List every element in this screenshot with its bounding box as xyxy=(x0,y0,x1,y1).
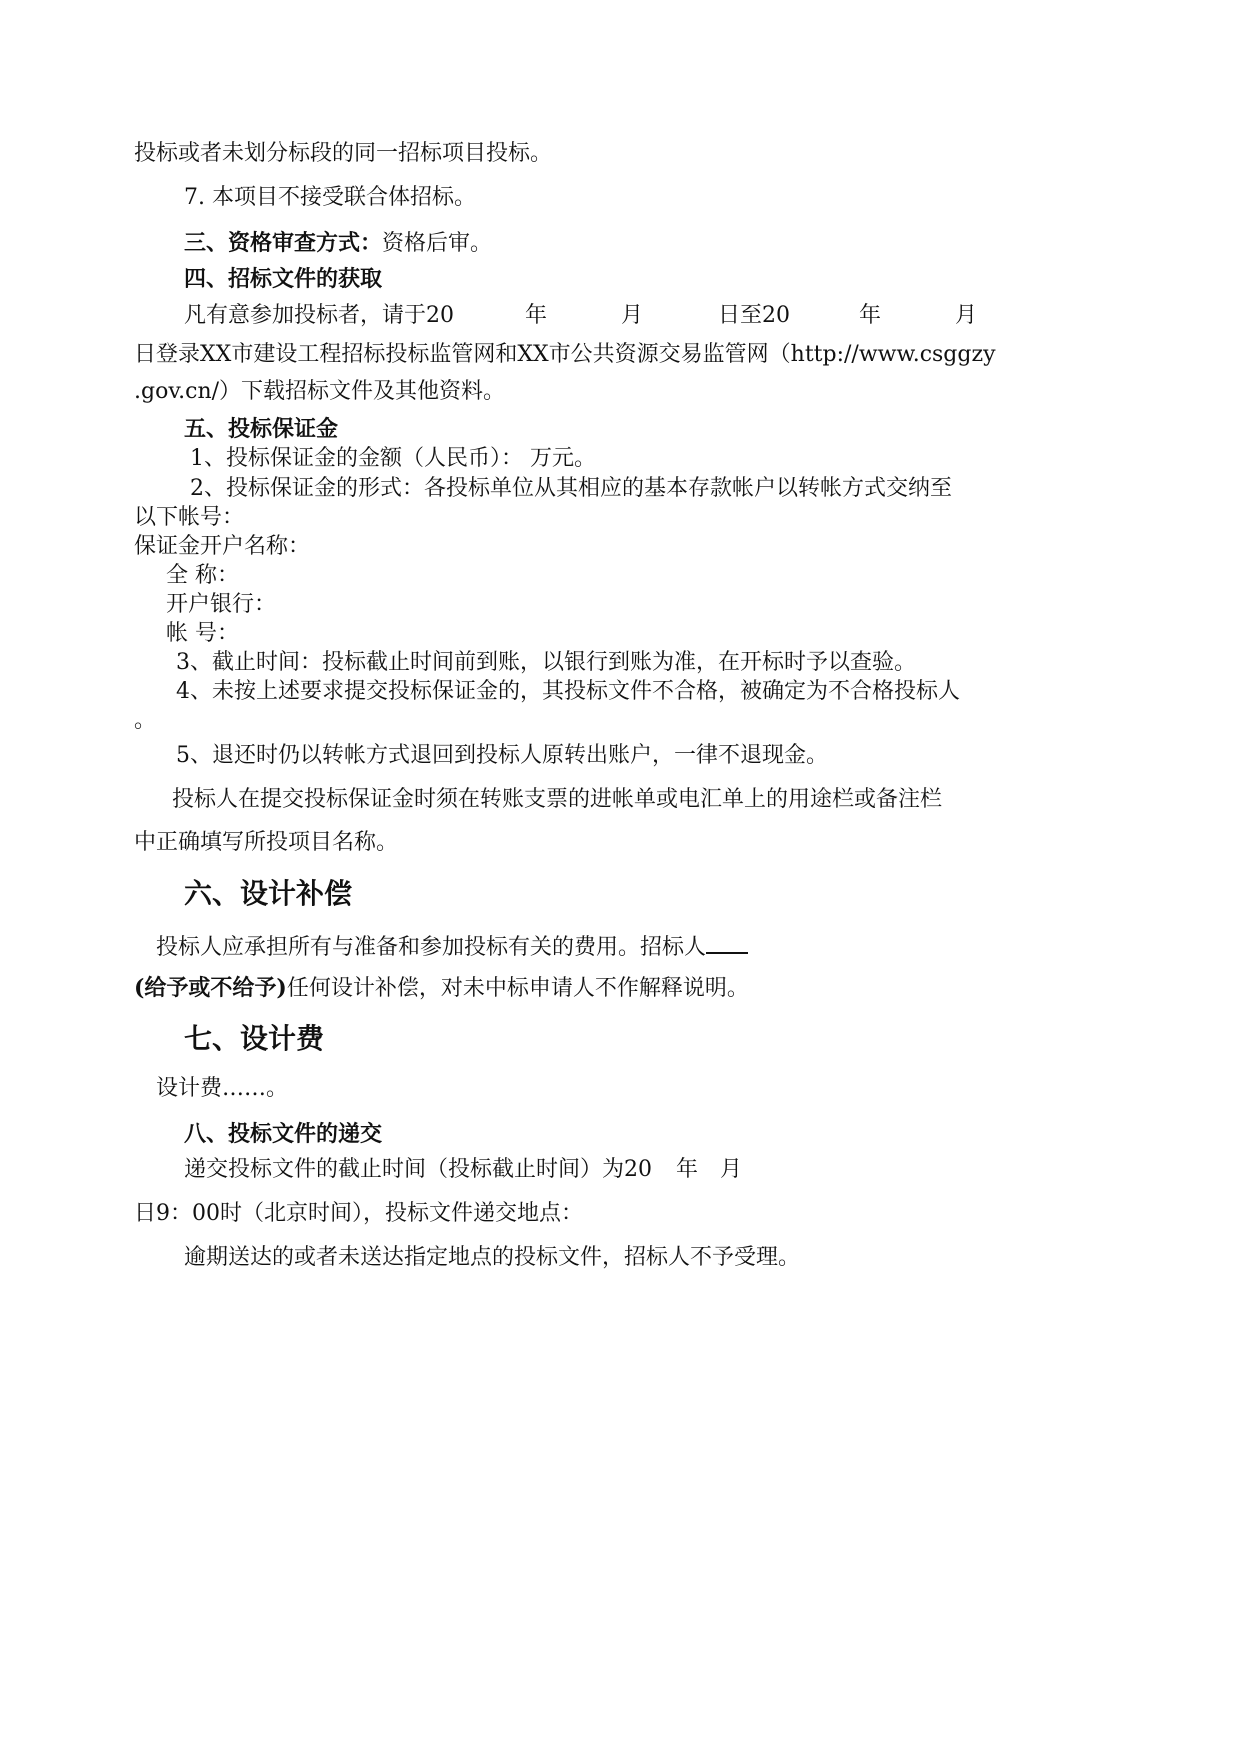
s8-line-1a: 递交投标文件的截止时间（投标截止时间）为20 xyxy=(184,1157,652,1182)
s8-line-1c: 月 xyxy=(720,1157,743,1182)
s5-item-4b: 。 xyxy=(134,708,157,733)
s6-line-2 xyxy=(134,974,749,1003)
s5-note-2: 中正确填写所投项目名称。 xyxy=(134,830,399,855)
s4-text-a2: 年 xyxy=(525,303,548,328)
section-6-title: 六、设计补偿 xyxy=(184,877,353,910)
section-3 xyxy=(184,229,492,258)
s4-text-a1: 凡有意参加投标者，请于20 xyxy=(184,303,454,328)
section-8-title: 八、投标文件的递交 xyxy=(184,1121,383,1147)
s5-bank: 开户银行： xyxy=(166,592,277,617)
s6-line-2-text: 任何设计补偿，对未中标申请人不作解释说明。 xyxy=(286,976,749,1001)
s4-text-a3: 月 xyxy=(621,303,644,328)
s8-line-3: 逾期送达的或者未送达指定地点的投标文件，招标人不予受理。 xyxy=(184,1245,801,1270)
s5-account-name: 保证金开户名称： xyxy=(134,534,311,559)
s4-text-c: .gov.cn/）下载招标文件及其他资料。 xyxy=(134,379,506,404)
s5-item-2b: 以下帐号： xyxy=(134,505,245,530)
s5-full-name: 全 称： xyxy=(166,563,239,588)
s6-option-text: (给予或不给予) xyxy=(134,975,287,1001)
s4-text-a6: 月 xyxy=(955,303,978,328)
section-3-body: 资格后审。 xyxy=(382,231,493,256)
section-3-title: 三、资格审查方式： xyxy=(184,230,383,256)
s5-item-1: 1、投标保证金的金额（人民币）： 万元。 xyxy=(190,446,596,471)
s5-item-2: 2、投标保证金的形式：各投标单位从其相应的基本存款帐户以转帐方式交纳至 xyxy=(190,476,952,501)
s5-item-3: 3、截止时间：投标截止时间前到账，以银行到账为准，在开标时予以查验。 xyxy=(176,650,916,675)
s4-text-a4: 日至20 xyxy=(718,303,790,328)
item-7: 7. 本项目不接受联合体招标。 xyxy=(184,185,476,210)
s8-line-2: 日9：00时（北京时间），投标文件递交地点： xyxy=(134,1201,583,1226)
section-4-title: 四、招标文件的获取 xyxy=(184,266,383,292)
section-7-title: 七、设计费 xyxy=(184,1022,325,1055)
s6-line-1-text: 投标人应承担所有与准备和参加投标有关的费用。招标人 xyxy=(156,935,707,960)
blank-underline xyxy=(706,930,748,954)
s8-line-1b: 年 xyxy=(676,1157,699,1182)
s6-line-1 xyxy=(156,930,748,962)
paragraph-line: 投标或者未划分标段的同一招标项目投标。 xyxy=(134,141,553,166)
s4-text-b: 日登录XX市建设工程招标投标监管网和XX市公共资源交易监管网（http://www.csggzy xyxy=(134,342,996,367)
section-5-title: 五、投标保证金 xyxy=(184,416,339,442)
s5-item-5: 5、退还时仍以转帐方式退回到投标人原转出账户，一律不退现金。 xyxy=(176,743,828,768)
s7-line-1: 设计费……。 xyxy=(156,1076,289,1101)
s5-note-1: 投标人在提交投标保证金时须在转账支票的进帐单或电汇单上的用途栏或备注栏 xyxy=(172,787,943,812)
s5-account-no: 帐 号： xyxy=(166,621,239,646)
s4-text-a5: 年 xyxy=(859,303,882,328)
s5-item-4: 4、未按上述要求提交投标保证金的，其投标文件不合格，被确定为不合格投标人 xyxy=(176,679,960,704)
